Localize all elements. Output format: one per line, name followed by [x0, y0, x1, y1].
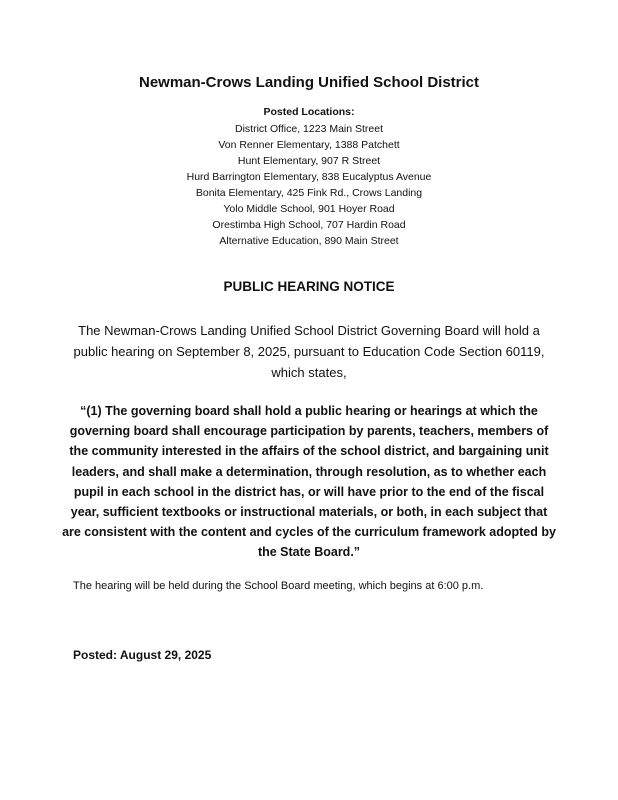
posted-date: Posted: August 29, 2025 [73, 648, 212, 662]
district-title: Newman-Crows Landing Unified School District [138, 74, 480, 91]
location-item: Orestimba High School, 707 Hardin Road [212, 219, 406, 231]
posted-locations-heading: Posted Locations: [263, 106, 355, 118]
location-item: Hurd Barrington Elementary, 838 Eucalyptus Avenue [186, 171, 432, 183]
location-item: Von Renner Elementary, 1388 Patchett [218, 139, 400, 151]
notice-title: PUBLIC HEARING NOTICE [223, 279, 395, 294]
education-code-quote: “(1) The governing board shall hold a public hearing or hearings at which the governing board shall encourage participation by parents, teachers, members of the community interested in the affairs of the school district, and bargaining unit leaders, and shall make a determination, through resolution, as to whether each pupil in each school in the district has, or will have prior to the end of the fiscal year, sufficient textbooks or instructional materials, or both, in each subject that are consistent with the content and cycles of the curriculum framework adopted by the State Board.” [62, 404, 556, 560]
location-item: Yolo Middle School, 901 Hoyer Road [223, 203, 395, 215]
location-item: Alternative Education, 890 Main Street [219, 235, 399, 247]
intro-paragraph: The Newman-Crows Landing Unified School District Governing Board will hold a public hearing on September 8, 2025, pursuant to Education Code Section 60119, which states, [73, 323, 545, 380]
posted-locations-list [0, 121, 618, 249]
hearing-time-text: The hearing will be held during the School Board meeting, which begins at 6:00 p.m. [73, 580, 484, 592]
location-item: Bonita Elementary, 425 Fink Rd., Crows Landing [195, 187, 423, 199]
location-item: Hunt Elementary, 907 R Street [237, 155, 381, 167]
location-item: District Office, 1223 Main Street [234, 123, 384, 135]
